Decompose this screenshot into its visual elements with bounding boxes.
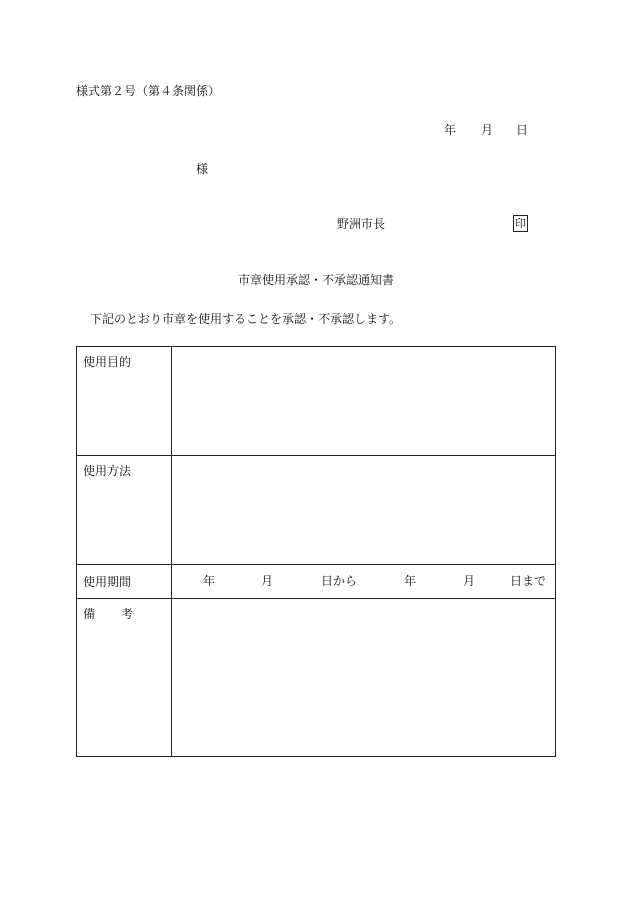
table-row-method (77, 456, 556, 565)
period-start-year-label: 年 (203, 574, 216, 588)
document-title: 市章使用承認・不承認通知書 (238, 273, 395, 287)
remarks-field[interactable] (172, 599, 556, 757)
period-label: 使用期間 (77, 565, 172, 599)
date-day-label: 日 (516, 123, 529, 137)
table-row-period (77, 565, 556, 599)
issuer-title: 野洲市長 (337, 217, 386, 231)
date-month-label: 月 (481, 123, 494, 137)
purpose-label: 使用目的 (77, 347, 172, 456)
intro-text: 下記のとおり市章を使用することを承認・不承認します。 (90, 312, 402, 326)
period-end-year-label: 年 (404, 574, 417, 588)
addressee-honorific: 様 (196, 162, 209, 176)
method-label: 使用方法 (77, 456, 172, 565)
remarks-label (77, 599, 172, 757)
remarks-label-char-1: 備 (83, 607, 96, 621)
seal-mark-icon: 印 (515, 217, 526, 230)
form-number: 様式第２号（第４条関係） (76, 84, 221, 98)
period-end-month-label: 月 (463, 574, 476, 588)
remarks-label-char-2: 考 (121, 607, 134, 621)
table-row-purpose (77, 347, 556, 456)
purpose-field[interactable] (172, 347, 556, 456)
table-row-remarks (77, 599, 556, 757)
period-start-day-label: 日から (321, 574, 358, 588)
method-field[interactable] (172, 456, 556, 565)
period-field[interactable] (172, 565, 556, 599)
period-start-month-label: 月 (261, 574, 274, 588)
date-year-label: 年 (444, 123, 457, 137)
details-table (76, 346, 556, 757)
period-end-day-label: 日まで (510, 574, 547, 588)
